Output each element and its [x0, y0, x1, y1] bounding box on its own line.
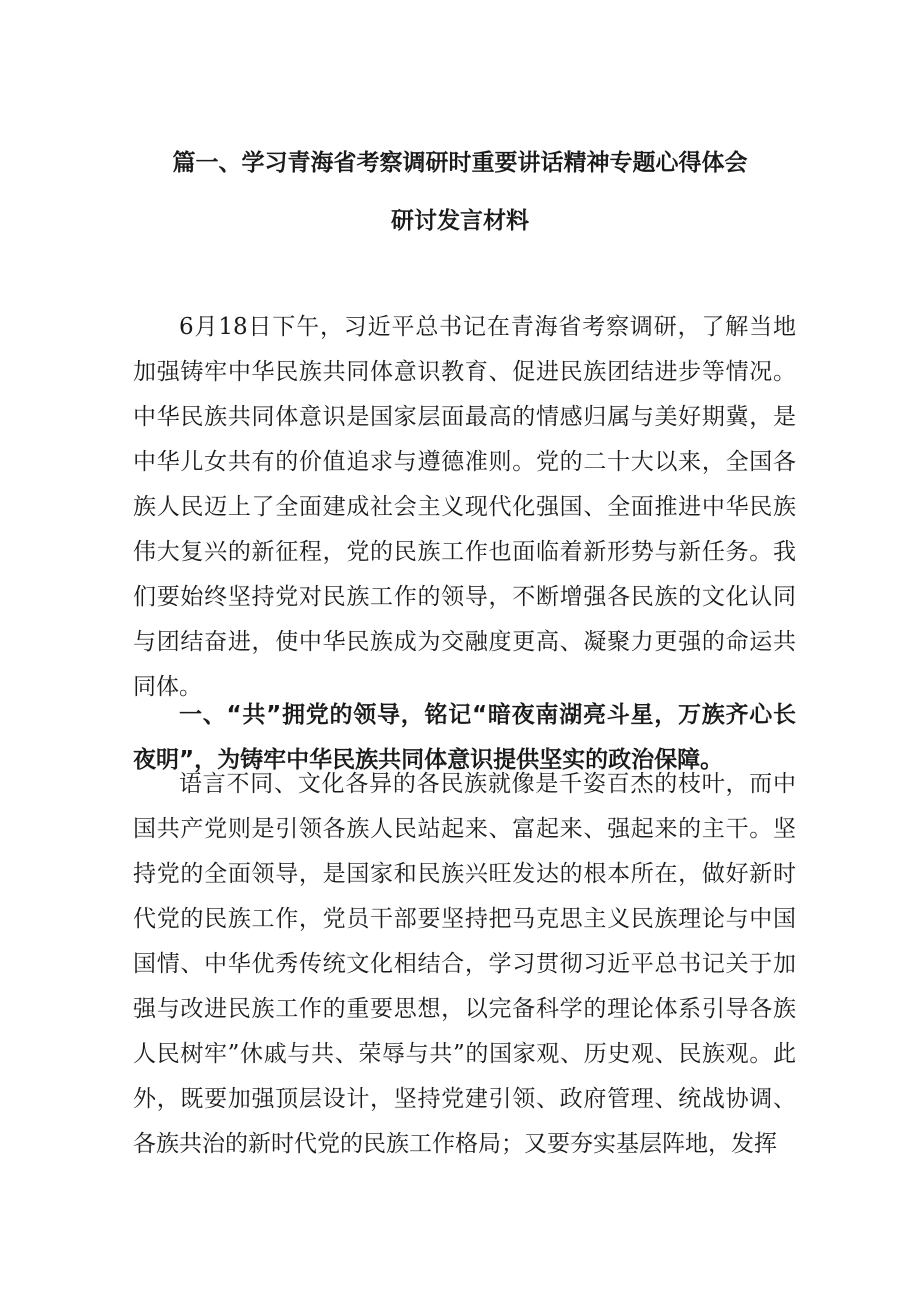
document-title-line-1: 篇一、学习青海省考察调研时重要讲话精神专题心得体会	[172, 150, 748, 176]
section-1-heading: 一、“共”拥党的领导，铭记“暗夜南湖亮斗星，万族齐心长夜明”，为铸牢中华民族共同体意识提供坚实的政治保障。	[133, 702, 796, 773]
section-1-paragraph: 语言不同、文化各异的各民族就像是千姿百杰的枝叶，而中国共产党则是引领各族人民站起来、富起来、强起来的主干。坚持党的全面领导，是国家和民族兴旺发达的根本所在，做好新时代党的民族工作，党员干部要坚持把马克思主义民族理论与中国国情、中华优秀传统文化相结合，学习贯彻习近平总书记关于加强与改进民族工作的重要思想，以完备科学的理论体系引导各族人民树牢”休戚与共、荣辱与共”的国家观、历史观、民族观。此外，既要加强顶层设计，坚持党建引领、政府管理、统战协调、各族共治的新时代党的民族工作格局；又要夯实基层阵地，发挥	[133, 771, 796, 1157]
intro-paragraph: 6月18日下午，习近平总书记在青海省考察调研，了解当地加强铸牢中华民族共同体意识教育、促进民族团结进步等情况。中华民族共同体意识是国家层面最高的情感归属与美好期冀，是中华儿女共有的价值追求与遵德准则。党的二十大以来，全国各族人民迈上了全面建成社会主义现代化强国、全面推进中华民族伟大复兴的新征程，党的民族工作也面临着新形势与新任务。我们要始终坚持党对民族工作的领导，不断增强各民族的文化认同与团结奋进，使中华民族成为交融度更高、凝聚力更强的命运共同体。	[133, 314, 796, 700]
document-title-line-2: 研讨发言材料	[391, 208, 529, 234]
